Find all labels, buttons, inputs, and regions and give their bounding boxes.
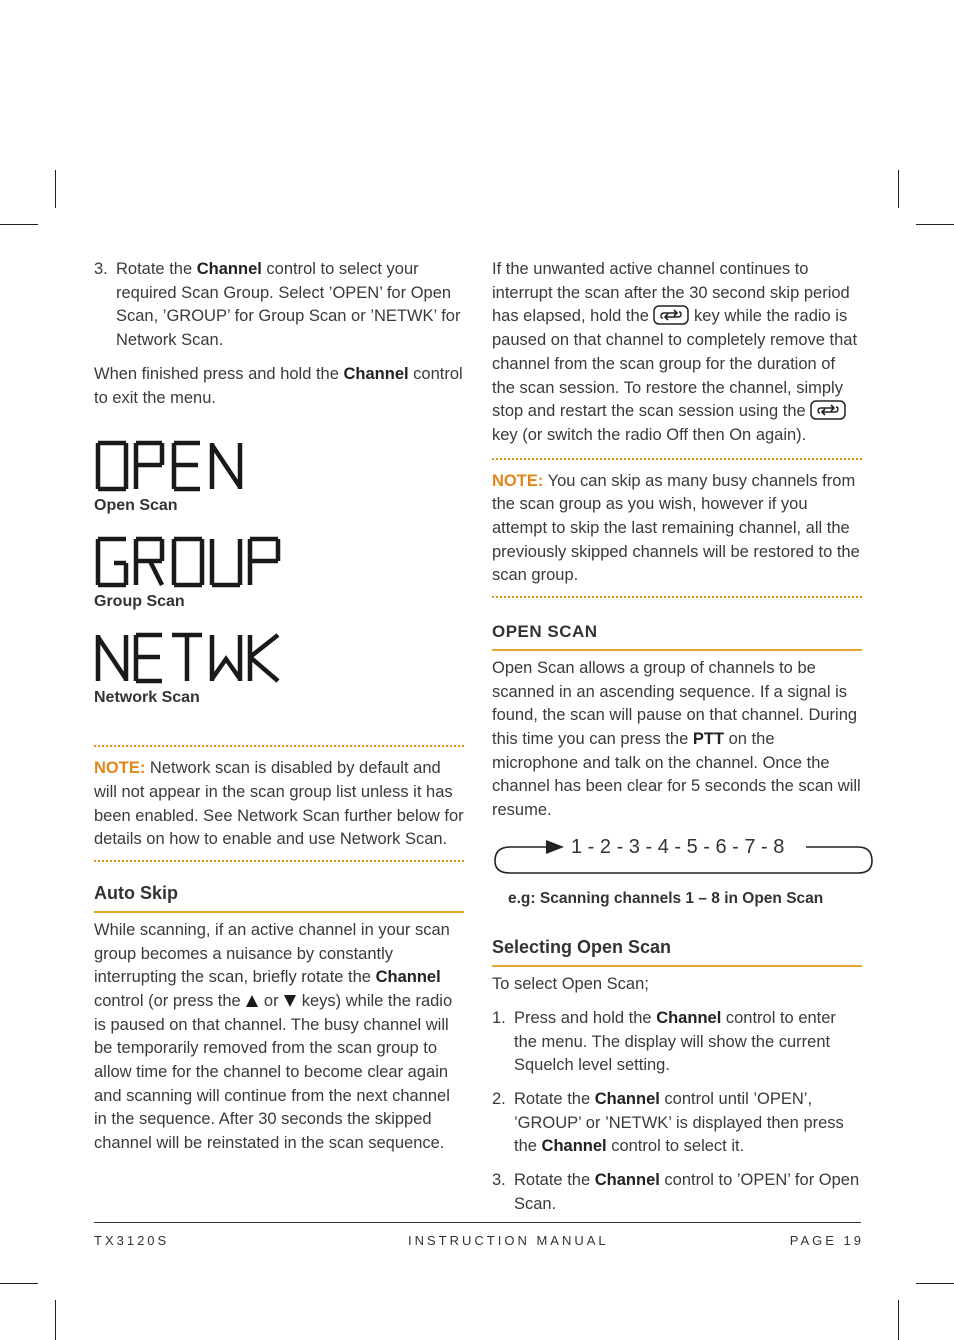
crop-mark: [916, 1283, 954, 1284]
list-item: 3. Rotate the Channel control to ’OPEN’ for Open Scan.: [492, 1171, 860, 1213]
scan-key-icon: [810, 400, 846, 420]
note-divider: [492, 458, 862, 460]
list-item: 2. Rotate the Channel control until ’OPEN’, ’GROUP’ or ’NETWK’ is displayed then press the Channel control to select it.: [492, 1089, 844, 1156]
footer-manual-title: INSTRUCTION MANUAL: [408, 1233, 609, 1248]
page-footer: [94, 1222, 864, 1248]
lcd-display-netwk: [94, 632, 294, 684]
crop-mark: [898, 1300, 899, 1340]
down-arrow-icon: [283, 994, 297, 1008]
lcd-display-group: [94, 536, 294, 588]
diagram-caption: e.g: Scanning channels 1 – 8 in Open Scan: [508, 889, 824, 907]
step-list: [492, 1007, 862, 1217]
lcd-open: [94, 440, 464, 518]
auto-skip-text: While scanning, if an active channel in your scan group becomes a nuisance by constantly interrupting the scan, briefly rotate the Channel control (or press the or keys) while the radio is paused on that channel. The busy channel will be temporarily removed from the scan group to allow time for the channel to become clear again and scanning will continue from the next channel in the sequence. After 30 seconds the skipped channel will be reinstated in the scan sequence.: [94, 920, 453, 1153]
section-heading: Auto Skip: [94, 882, 464, 913]
lcd-caption: Network Scan: [94, 688, 200, 706]
note: NOTE: Network scan is disabled by default and will not appear in the scan group list unless it has been enabled. See Network Scan further below for details on how to enable and use Network Scan.: [94, 759, 464, 849]
lcd-caption: Group Scan: [94, 592, 185, 610]
step-number: 2.: [492, 1089, 506, 1108]
step-number: 3.: [492, 1171, 506, 1190]
crop-mark: [55, 1300, 56, 1340]
list-item: 1. Press and hold the Channel control to enter the menu. The display will show the current Squelch level setting.: [492, 1008, 836, 1075]
note-divider: [94, 745, 464, 747]
crop-mark: [0, 1283, 38, 1284]
scan-key-icon: [653, 305, 689, 325]
note: NOTE: You can skip as many busy channels from the scan group as you wish, however if you attempt to skip the last remaining channel, all the previously skipped channels will be restored to the scan group.: [492, 471, 860, 585]
scan-diagram: [492, 835, 874, 875]
lcd-caption: Open Scan: [94, 497, 178, 515]
list-item: 3. Rotate the Channel control to select your required Scan Group. Select ’OPEN’ for Open Scan, ’GROUP’ for Group Scan or ’NETWK’ for Network Scan.: [94, 260, 461, 350]
crop-mark: [898, 170, 899, 208]
note-divider: [492, 596, 862, 598]
footer-page-number: PAGE 19: [789, 1233, 864, 1248]
unwanted-channel-text: If the unwanted active channel continues to interrupt the scan after the 30 second skip period has elapsed, hold the key while the radio is paused on that channel to completely remove that channel from the scan group for the duration of the scan session. To restore the channel, simply stop and restart the scan session using the key (or switch the radio Off then On again).: [492, 260, 858, 444]
scan-sequence: 1 - 2 - 3 - 4 - 5 - 6 - 7 - 8: [571, 835, 785, 858]
section-heading: Selecting Open Scan: [492, 936, 862, 967]
note-divider: [94, 860, 464, 862]
lcd-group: [94, 536, 464, 614]
step-list: [94, 258, 464, 353]
crop-mark: [0, 224, 38, 225]
up-arrow-icon: [245, 994, 259, 1008]
footer-model: TX3120S: [94, 1233, 170, 1248]
step-number: 3.: [94, 260, 108, 278]
crop-mark: [916, 224, 954, 225]
open-scan-text: Open Scan allows a group of channels to be scanned in an ascending sequence. If a signal is found, the scan will pause on that channel. During this time you can press the PTT on the microphone and talk on the channel. Once the channel has been clear for 5 seconds the scan will resume.: [492, 658, 861, 820]
crop-mark: [55, 170, 56, 208]
lcd-netwk: [94, 632, 464, 710]
step-number: 1.: [492, 1008, 506, 1027]
left-column: [94, 258, 464, 1168]
right-column: [492, 258, 862, 1227]
lcd-display-open: [94, 440, 254, 492]
section-heading: OPEN SCAN: [492, 620, 862, 651]
finish-text: When finished press and hold the Channel control to exit the menu.: [94, 364, 463, 407]
selecting-intro: To select Open Scan;: [492, 975, 649, 994]
